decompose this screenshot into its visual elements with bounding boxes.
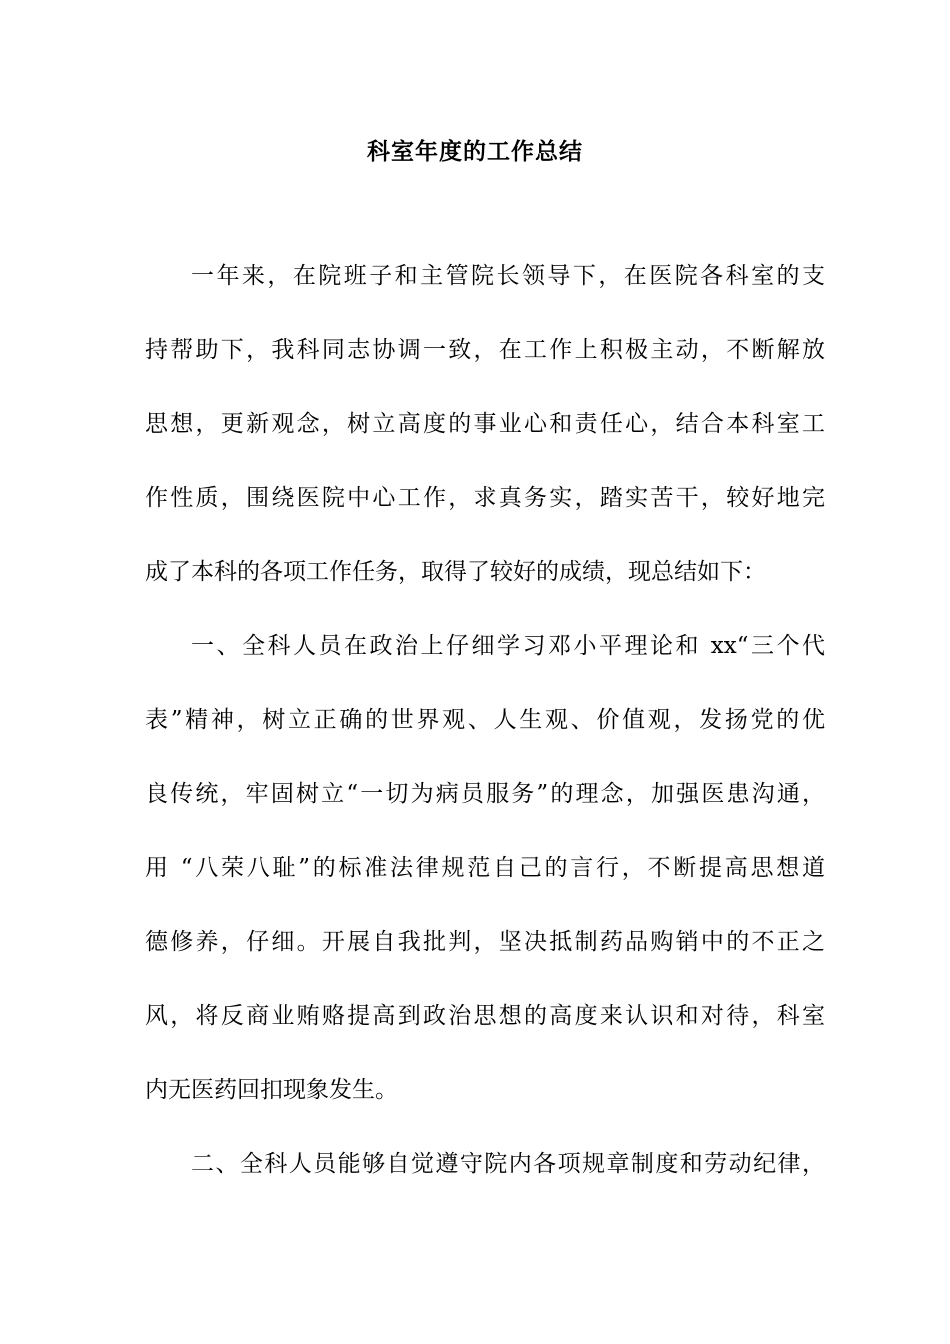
- body-line: 风，将反商业贿赂提高到政治思想的高度来认识和对待，科室: [145, 1003, 825, 1029]
- document-title: 科室年度的工作总结: [367, 138, 583, 165]
- body-line: 表”精神，树立正确的世界观、人生观、价值观，发扬党的优: [145, 707, 825, 733]
- body-line: 良传统，牢固树立“一切为病员服务”的理念，加强医患沟通，: [145, 781, 825, 807]
- body-line: 用 “八荣八耻”的标准法律规范自己的言行，不断提高思想道: [145, 855, 825, 881]
- body-line: 成了本科的各项工作任务，取得了较好的成绩，现总结如下：: [145, 559, 766, 585]
- body-line: 持帮助下，我科同志协调一致，在工作上积极主动，不断解放: [145, 337, 825, 363]
- body-line: 思想，更新观念，树立高度的事业心和责任心，结合本科室工: [145, 411, 825, 437]
- body-line: 二、全科人员能够自觉遵守院内各项规章制度和劳动纪律，: [191, 1151, 825, 1177]
- body-line: 一、全科人员在政治上仔细学习邓小平理论和 xx“三个代: [191, 633, 825, 659]
- body-line: 内无医药回扣现象发生。: [145, 1077, 398, 1103]
- body-line: 一年来，在院班子和主管院长领导下，在医院各科室的支: [191, 263, 825, 289]
- document-body: [145, 256, 825, 1218]
- body-line: 作性质，围绕医院中心工作，求真务实，踏实苦干，较好地完: [145, 485, 825, 511]
- body-line: 德修养，仔细。开展自我批判，坚决抵制药品购销中的不正之: [145, 929, 825, 955]
